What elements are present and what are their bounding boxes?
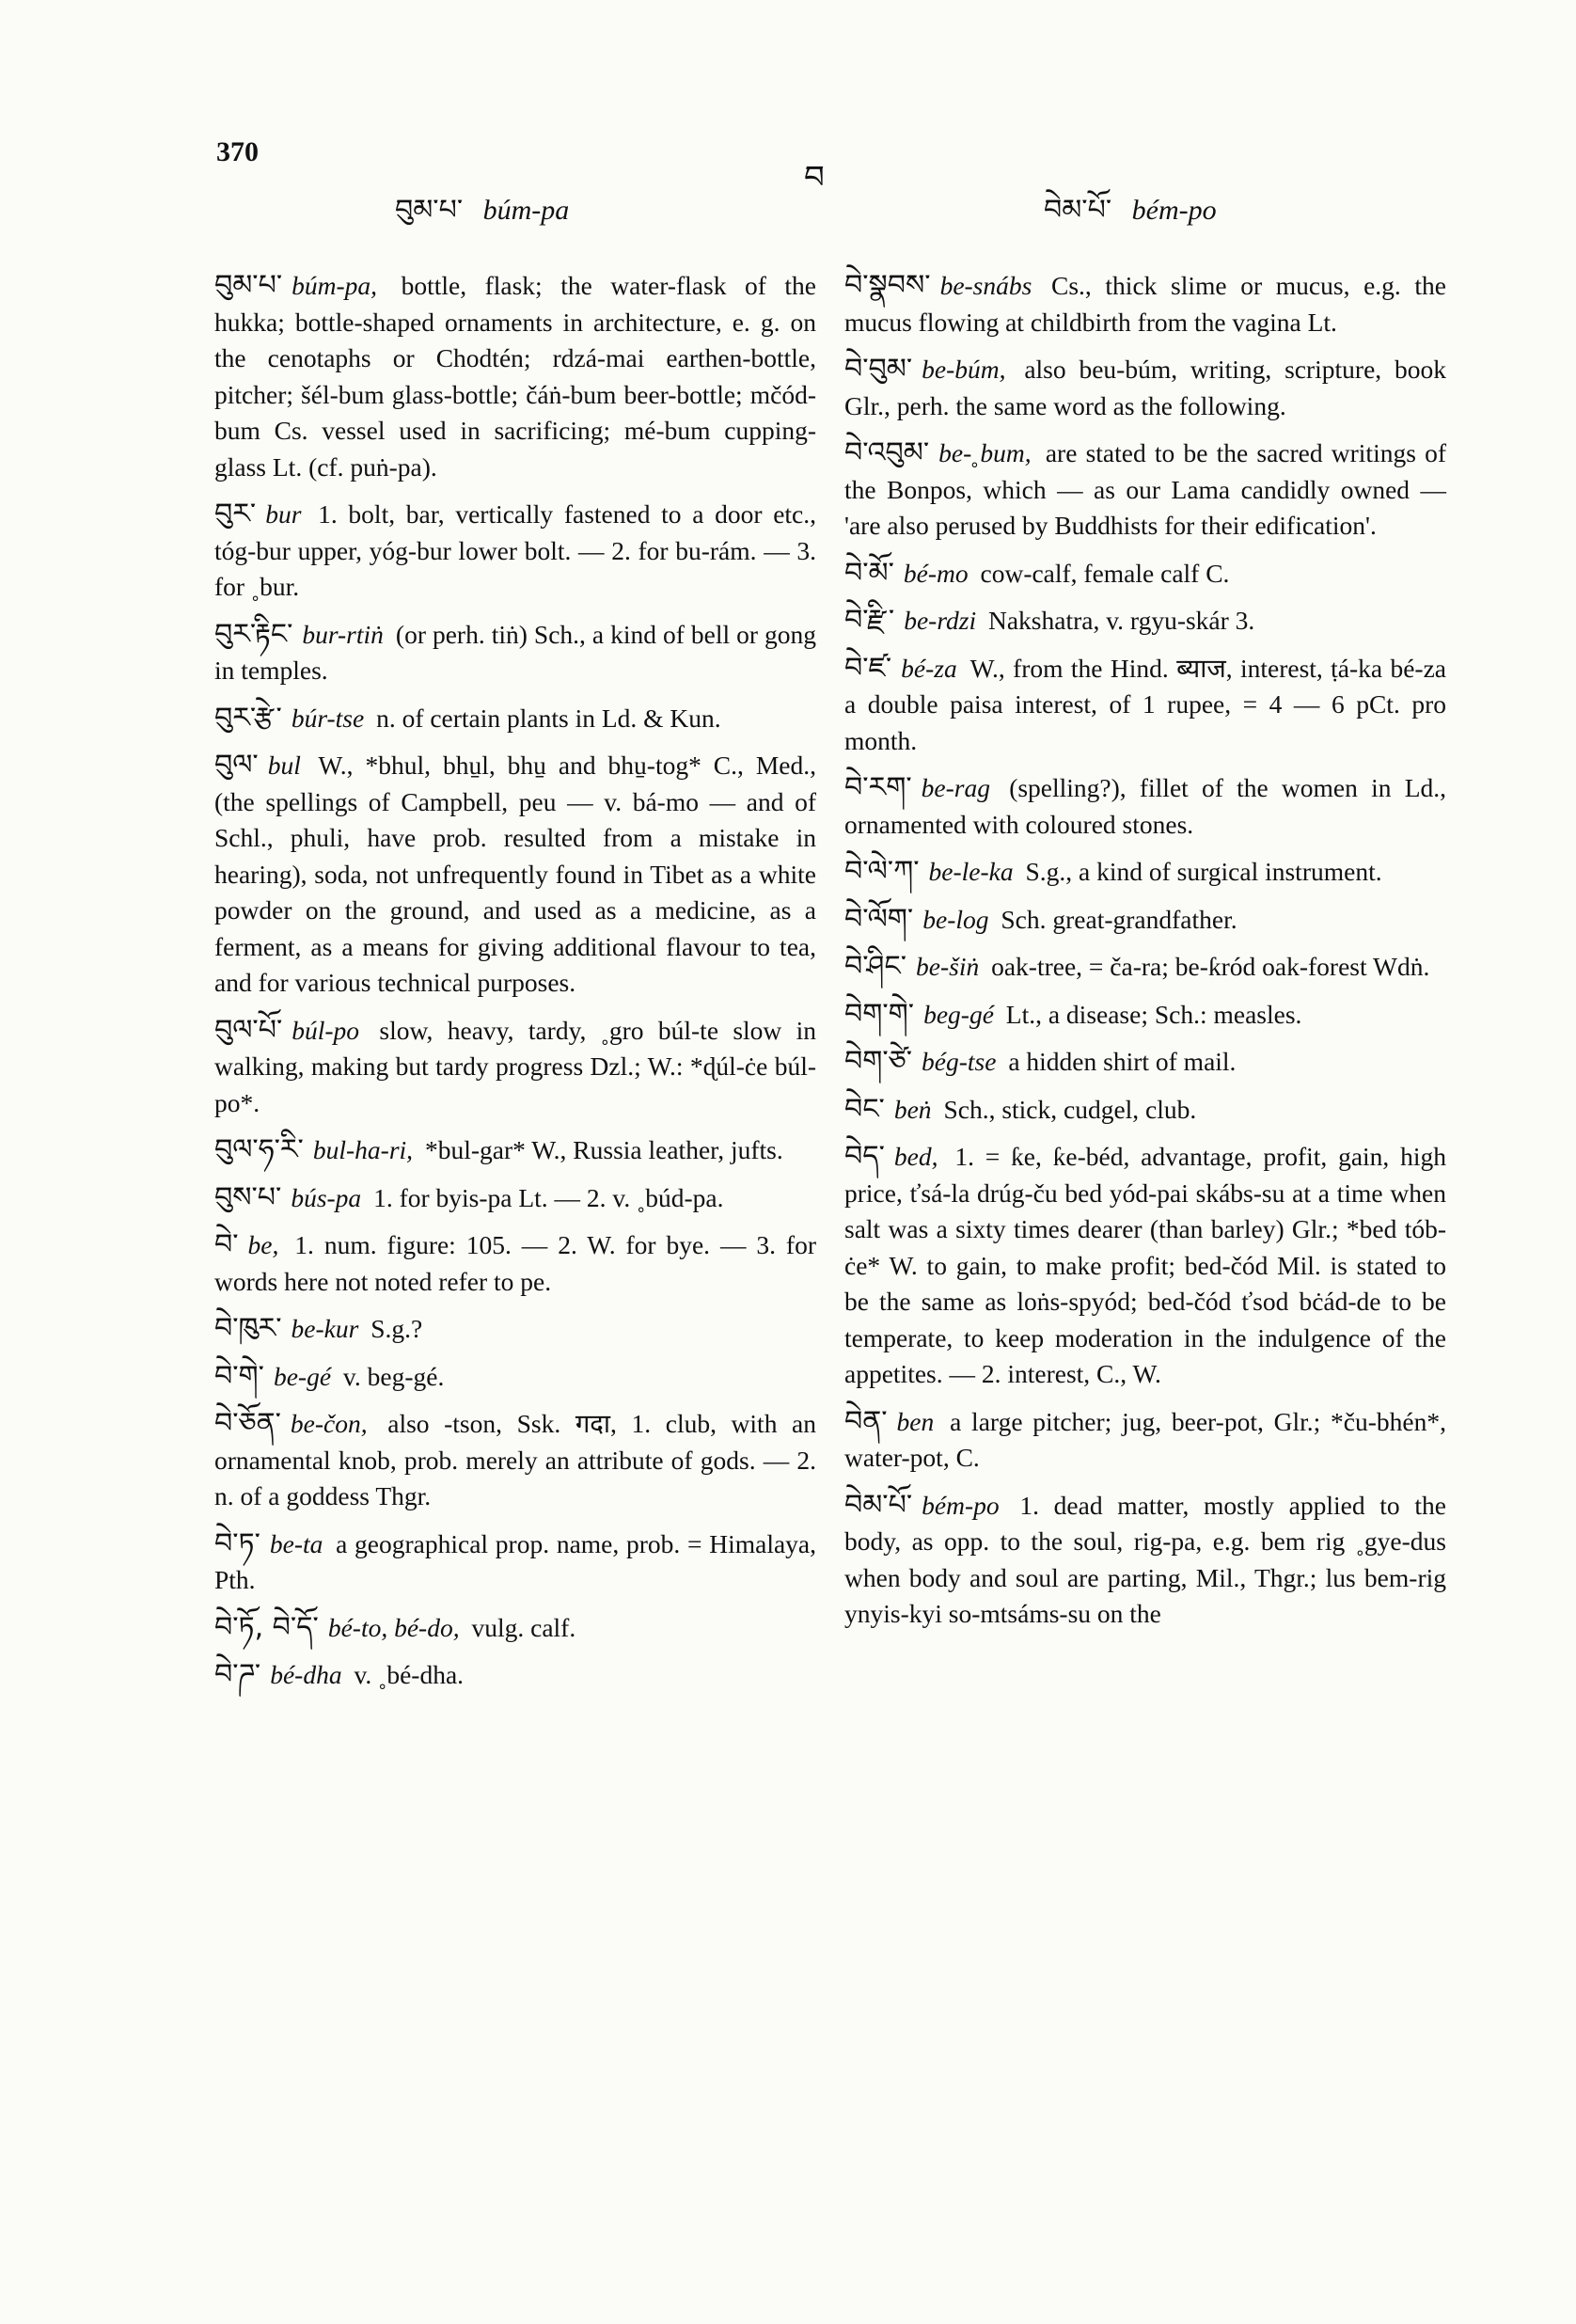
entry-headword: be-šiṅ [916, 952, 980, 981]
entry-headword: be-kur [291, 1314, 359, 1343]
running-head-right [1044, 179, 1217, 258]
entry-headword: be-rdzi [904, 606, 977, 635]
entry-tibetan: བེམ་པོ་ [844, 1488, 913, 1522]
entry-headword: bul [267, 751, 301, 780]
dictionary-entry [844, 1044, 1446, 1081]
dictionary-entry [214, 1013, 816, 1122]
entry-tibetan: བུར་ [214, 498, 257, 530]
dictionary-entry [844, 435, 1446, 545]
entry-tibetan: བེ་འབུམ་ [844, 436, 930, 469]
entry-definition: vulg. calf. [471, 1612, 576, 1642]
entry-tibetan: བེ་ཤིང་ [844, 950, 906, 983]
dictionary-entry [844, 268, 1446, 340]
entry-headword: búr-tse [291, 703, 365, 733]
dictionary-entry [844, 902, 1446, 939]
entry-tibetan: བུས་པ་ [214, 1180, 282, 1214]
entry-headword: bur-rtiṅ [302, 619, 384, 649]
dictionary-entry [214, 1227, 816, 1300]
entry-definition: v. ˳bé-dha. [354, 1660, 465, 1689]
left-column [214, 268, 816, 1705]
entry-tibetan: བེ་ཏོ, བེ་དོ་ [214, 1610, 319, 1644]
entry-headword: bé-dha [270, 1660, 342, 1689]
entry-definition: bottle, flask; the water-flask of the hukka; bottle-shaped ornaments in architecture, e. g. on the cenotaphs or Chodtén; rdzá-mai earthen-bottle, pitcher; šél-bum glass-bottle; čáṅ-bum beer-bottle; mčód-bum Cs. vessel used in sacrificing; mé-bum cupping-glass Lt. (cf. puṅ-pa). [214, 271, 816, 482]
entry-definition: Cs., thick slime or mucus, e.g. the mucus flowing at childbirth from the vagina Lt. [844, 271, 1447, 337]
entry-headword: be-le-ka [928, 857, 1014, 886]
running-head-left-tibetan: བུམ་པ་ [395, 194, 464, 227]
entry-headword: beg-gé [923, 999, 994, 1029]
entry-headword: bur [265, 499, 302, 529]
dictionary-entry [214, 617, 816, 689]
entry-headword: be-˳bum, [938, 438, 1032, 467]
dictionary-entry [844, 556, 1446, 593]
dictionary-entry [214, 701, 816, 737]
entry-tibetan: བེ་ལེ་ཀ་ [844, 855, 920, 888]
entry-definition: S.g., a kind of surgical instrument. [1025, 857, 1382, 886]
entry-tibetan: བེ་སྣབས་ [844, 269, 931, 302]
entry-definition: a large pitcher; jug, beer-pot, Glr.; *ču-bhén*, water-pot, C. [844, 1406, 1447, 1472]
entry-tibetan: བེ་རག་ [844, 771, 912, 804]
entry-headword: bém-po [922, 1490, 1000, 1520]
dictionary-entry [214, 1406, 816, 1515]
entry-tibetan: བེ་ཛ་ [844, 651, 892, 685]
entry-tibetan: བེ་གེ་ [214, 1359, 264, 1393]
entry-tibetan: བེ་ཌ་ [214, 1658, 261, 1691]
dictionary-entry [844, 1488, 1446, 1633]
entry-headword: be-búm, [922, 355, 1006, 384]
dictionary-entry [214, 497, 816, 606]
entry-definition: Nakshatra, v. rgyu-skár 3. [987, 606, 1255, 635]
entry-definition: oak-tree, = ča-ra; be-ƙród oak-forest Wdṅ. [991, 952, 1430, 981]
entry-tibetan: བེག་ཙེ་ [844, 1045, 913, 1078]
entry-headword: beṅ [893, 1094, 932, 1124]
entry-definition: a geographical prop. name, prob. = Himalaya, Pth. [214, 1528, 816, 1594]
entry-definition: n. of certain plants in Ld. & Kun. [376, 703, 721, 733]
dictionary-entry [214, 1526, 816, 1599]
entry-tibetan: བེ་ཁུར་ [214, 1312, 282, 1345]
dictionary-entry [214, 1657, 816, 1694]
dictionary-entry [844, 1404, 1446, 1477]
section-letter: བ [804, 159, 825, 197]
entry-headword: búm-pa, [292, 271, 378, 300]
entry-definition: Sch., stick, cudgel, club. [943, 1094, 1197, 1124]
dictionary-entry [844, 651, 1446, 760]
entry-headword: búl-po [292, 1015, 360, 1045]
entry-definition: Lt., a disease; Sch.: measles. [1005, 999, 1302, 1029]
dictionary-entry [844, 1139, 1446, 1393]
entry-definition: S.g.? [370, 1314, 423, 1343]
entry-headword: ben [896, 1406, 935, 1436]
entry-tibetan: བེག་གེ་ [844, 997, 915, 1031]
entry-headword: bul-ha-ri, [312, 1135, 414, 1164]
entry-tibetan: བུམ་པ་ [214, 269, 283, 302]
entry-headword: be-gé [273, 1361, 332, 1391]
running-head-right-translit: bém-po [1131, 195, 1217, 226]
entry-headword: bé-mo [903, 558, 969, 588]
running-head-left [395, 179, 569, 258]
entry-headword: be-čon, [290, 1409, 368, 1438]
entry-headword: be-ta [269, 1528, 323, 1558]
entry-tibetan: བུལ་ [214, 749, 259, 782]
entry-definition: W., from the Hind. ब्याज, interest, ṭá-ka bé-za a double paisa interest, of 1 rupee, = 4 — 6 pCt. pro month. [844, 653, 1446, 755]
entry-headword: be-snábs [939, 271, 1032, 300]
entry-definition: W., *bhul, bhu̱l, bhu̱ and bhu̱-tog* C., Med., (the spellings of Campbell, peu — v. bá-mo — and of Schl., phuli, have prob. resulted from a mistake in hearing), soda, not unfrequently found in Tibet as a white powder on the ground, and used as a medicine, as a ferment, as a means for giving additional flavour to tea, and for various technical purposes. [214, 751, 816, 997]
entry-definition: v. beg-gé. [342, 1361, 445, 1391]
dictionary-entry [214, 268, 816, 485]
entry-definition: cow-calf, female calf C. [980, 558, 1230, 588]
entry-definition: (or perh. tiṅ) Sch., a kind of bell or gong in temples. [214, 619, 817, 685]
dictionary-entry [214, 1311, 816, 1348]
entry-headword: bús-pa [291, 1182, 362, 1212]
entry-tibetan: བེ་མོ་ [844, 556, 894, 590]
entry-headword: bed, [893, 1142, 938, 1171]
running-head-right-tibetan: བེམ་པོ་ [1044, 194, 1112, 227]
entry-tibetan: བེ་ [214, 1228, 239, 1261]
dictionary-entry [214, 1132, 816, 1169]
entry-definition: slow, heavy, tardy, ˳gro búl-te slow in walking, making but tardy progress Dzl.; W.: *ɖúl-ċe búl-po*. [214, 1015, 817, 1117]
entry-headword: be-rag [921, 773, 990, 802]
entry-tibetan: བེ་ཅོན་ [214, 1407, 281, 1440]
dictionary-entry [214, 1180, 816, 1217]
entry-tibetan: བེད་ [844, 1140, 885, 1173]
entry-definition: *bul-gar* W., Russia leather, jufts. [424, 1135, 783, 1164]
entry-definition: a hidden shirt of mail. [1008, 1047, 1237, 1076]
entry-definition: (spelling?), fillet of the women in Ld., ornamented with coloured stones. [844, 773, 1446, 839]
entry-definition: 1. = ƙe, ƙe-béd, advantage, profit, gain, high price, ťsá-la drúg-ču bed yód-pai skábs-su at a time when salt was a sixty times dearer (than barley) Glr.; *bed tób-ċe* W. to gain, to make profit; bed-čód Mil. is stated to be the same as loṅs-spyód; bed-čód ťsod bċád-de to be temperate, to keep moderation in the indulgence of the appetites. — 2. interest, C., W. [844, 1142, 1446, 1388]
entry-headword: bég-tse [922, 1047, 997, 1076]
dictionary-entry [214, 748, 816, 1002]
entry-tibetan: བེང་ [844, 1092, 885, 1126]
entry-tibetan: བེ་ལོག་ [844, 902, 914, 936]
entry-definition: 1. dead matter, mostly applied to the body, as opp. to the soul, rig-pa, e.g. bem rig ˳gye-dus when body and soul are parting, Mil., Thgr.; lus bem-rig ynyis-kyi so-mtsáms-su on the [844, 1490, 1446, 1628]
entry-definition: 1. for byis-pa Lt. — 2. v. ˳búd-pa. [373, 1182, 724, 1212]
entry-definition: also beu-búm, writing, scripture, book Glr., perh. the same word as the following. [844, 355, 1447, 420]
entry-tibetan: བུར་རྟིང་ [214, 617, 293, 651]
entry-tibetan: བེན་ [844, 1404, 888, 1438]
entry-definition: also -tson, Ssk. गदा, 1. club, with an ornamental knob, prob. merely an attribute of gods. — 2. n. of a goddess Thgr. [214, 1409, 817, 1510]
dictionary-entry [214, 1359, 816, 1396]
dictionary-entry [844, 949, 1446, 986]
entry-tibetan: བེ་རྫི་ [844, 604, 895, 637]
entry-tibetan: བེ་ཏ་ [214, 1526, 260, 1560]
running-head-left-translit: búm-pa [482, 195, 570, 226]
entry-definition: Sch. great-grandfather. [1001, 904, 1237, 934]
right-column [844, 268, 1446, 1644]
entry-definition: are stated to be the sacred writings of the Bonpos, which — as our Lama candidly owned — 'are also perused by Buddhists for their edification'. [844, 438, 1447, 540]
entry-headword: bé-za [901, 653, 957, 683]
dictionary-entry [844, 997, 1446, 1034]
entry-tibetan: བེ་བུམ་ [844, 353, 913, 386]
dictionary-entry [844, 352, 1446, 424]
dictionary-entry [844, 1092, 1446, 1129]
dictionary-entry [214, 1610, 816, 1647]
dictionary-entry [844, 770, 1446, 843]
entry-tibetan: བུལ་ཧ་རི་ [214, 1133, 304, 1166]
page-number: 370 [216, 136, 259, 167]
entry-headword: be-log [922, 904, 989, 934]
entry-headword: bé-to, bé-do, [327, 1612, 460, 1642]
dictionary-entry [844, 603, 1446, 640]
entry-tibetan: བུར་རྩེ་ [214, 701, 282, 735]
entry-tibetan: བུལ་པོ་ [214, 1013, 283, 1047]
entry-headword: be, [247, 1230, 279, 1259]
dictionary-entry [844, 854, 1446, 891]
entry-definition: 1. num. figure: 105. — 2. W. for bye. — 3. for words here not noted refer to pe. [214, 1230, 816, 1296]
entry-definition: 1. bolt, bar, vertically fastened to a door etc., tóg-bur upper, yóg-bur lower bolt. — 2. for bu-rám. — 3. for ˳bur. [214, 499, 816, 601]
